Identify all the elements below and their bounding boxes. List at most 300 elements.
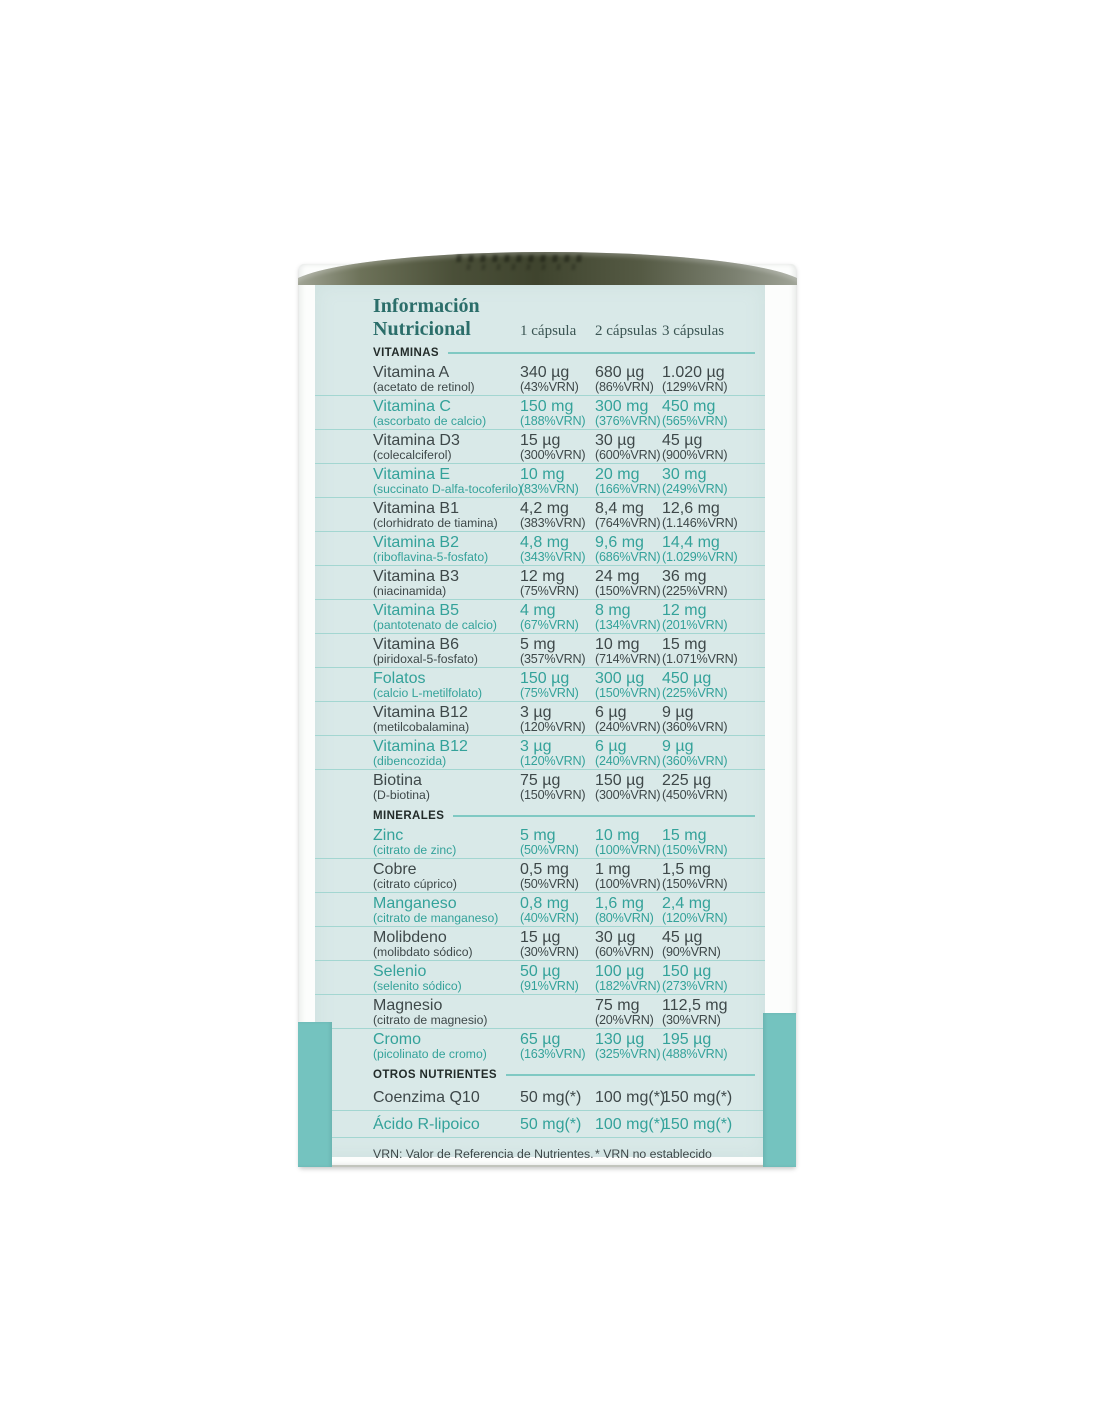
dose-value-cell-2 bbox=[595, 399, 662, 429]
nutrient-name: Manganeso bbox=[373, 895, 457, 912]
dose-value-cell-1 bbox=[520, 637, 595, 667]
section-heading bbox=[315, 807, 765, 825]
vrn-percent: (150%VRN) bbox=[520, 788, 586, 802]
amount: 100 mg(*) bbox=[595, 1116, 666, 1133]
nutrient-name: Zinc bbox=[373, 827, 404, 844]
amount: 195 µg bbox=[662, 1031, 712, 1048]
panel-title bbox=[373, 295, 520, 341]
vrn-percent: (30%VRN) bbox=[662, 1013, 721, 1027]
column-header-3-capsulas: 3 cápsulas bbox=[662, 323, 725, 339]
amount: 100 mg(*) bbox=[595, 1089, 666, 1106]
nutrient-name-cell bbox=[373, 569, 520, 599]
vrn-percent: (129%VRN) bbox=[662, 380, 728, 394]
nutrient-form: (niacinamida) bbox=[373, 584, 447, 598]
nutrient-name-cell bbox=[373, 964, 520, 994]
dose-value-cell-3 bbox=[662, 365, 755, 395]
vrn-percent: (100%VRN) bbox=[595, 843, 661, 857]
dose-value-cell-2 bbox=[595, 964, 662, 994]
nutrient-row bbox=[315, 396, 765, 430]
dose-value-cell-3 bbox=[662, 739, 755, 769]
vrn-percent: (134%VRN) bbox=[595, 618, 661, 632]
column-header-1-capsula: 1 cápsula bbox=[520, 323, 577, 339]
amount: 50 mg(*) bbox=[520, 1089, 582, 1106]
dose-value-cell-3 bbox=[662, 773, 755, 804]
vrn-percent: (240%VRN) bbox=[595, 754, 661, 768]
amount: 2,4 mg bbox=[662, 895, 711, 912]
nutrient-form: (selenito sódico) bbox=[373, 979, 462, 993]
nutrient-row bbox=[315, 464, 765, 498]
amount: 12 mg bbox=[520, 568, 565, 585]
amount: 8 mg bbox=[595, 602, 631, 619]
amount: 15 µg bbox=[520, 929, 561, 946]
amount: 9 µg bbox=[662, 704, 694, 721]
amount: 150 µg bbox=[662, 963, 712, 980]
dose-value-cell-2 bbox=[595, 930, 662, 960]
dose-value-cell-2 bbox=[595, 896, 662, 926]
nutrient-name: Vitamina B5 bbox=[373, 602, 459, 619]
batch-print-smudge bbox=[455, 255, 587, 271]
dose-value-cell-3 bbox=[662, 637, 755, 667]
dose-value-cell-3 bbox=[662, 1090, 755, 1110]
dose-value-cell-1 bbox=[520, 930, 595, 960]
amount: 1 mg bbox=[595, 861, 631, 878]
dose-value-cell-3 bbox=[662, 930, 755, 960]
vrn-percent: (30%VRN) bbox=[520, 945, 579, 959]
amount: 15 mg bbox=[662, 636, 707, 653]
dose-value-cell-2 bbox=[595, 1089, 666, 1110]
vrn-percent: (764%VRN) bbox=[595, 516, 661, 530]
amount: 150 µg bbox=[520, 670, 570, 687]
nutrient-form: (calcio L-metilfolato) bbox=[373, 686, 483, 700]
left-side-accent bbox=[298, 1022, 332, 1167]
dose-value-cell-1 bbox=[520, 535, 595, 565]
nutrient-row bbox=[315, 634, 765, 668]
nutrient-name-cell bbox=[373, 637, 520, 667]
dose-value-cell-2 bbox=[595, 862, 662, 892]
nutrient-name: Vitamina D3 bbox=[373, 432, 460, 449]
vrn-percent: (86%VRN) bbox=[595, 380, 654, 394]
vrn-percent: (450%VRN) bbox=[662, 788, 728, 802]
dose-value-cell-1 bbox=[520, 433, 595, 463]
amount: 9 µg bbox=[662, 738, 694, 755]
nutrient-name: Vitamina C bbox=[373, 398, 451, 415]
vrn-percent: (1.029%VRN) bbox=[662, 550, 738, 564]
dose-value-cell-2 bbox=[595, 1032, 662, 1063]
section-heading bbox=[315, 1066, 765, 1084]
nutrient-row bbox=[315, 927, 765, 961]
nutrient-form: (citrato cúprico) bbox=[373, 877, 457, 891]
dose-value-cell-2 bbox=[595, 501, 662, 531]
dose-value-cell-1 bbox=[520, 964, 595, 994]
nutrient-name: Molibdeno bbox=[373, 929, 447, 946]
vrn-percent: (150%VRN) bbox=[595, 686, 661, 700]
nutrient-form: (piridoxal-5-fosfato) bbox=[373, 652, 478, 666]
amount: 130 µg bbox=[595, 1031, 645, 1048]
vrn-percent: (182%VRN) bbox=[595, 979, 661, 993]
nutrient-name: Vitamina B2 bbox=[373, 534, 459, 551]
vrn-percent: (75%VRN) bbox=[520, 584, 579, 598]
nutrient-row bbox=[315, 1111, 765, 1138]
dose-value-cell-2 bbox=[595, 603, 662, 633]
nutrient-row bbox=[315, 1084, 765, 1111]
dose-value-cell-3 bbox=[662, 896, 755, 926]
nutrient-form: (picolinato de cromo) bbox=[373, 1047, 487, 1061]
dose-value-cell-2 bbox=[595, 739, 662, 769]
dose-value-cell-3 bbox=[662, 569, 755, 599]
vrn-percent: (150%VRN) bbox=[595, 584, 661, 598]
amount: 30 µg bbox=[595, 929, 636, 946]
nutrient-row bbox=[315, 668, 765, 702]
dose-value-cell-3 bbox=[662, 1032, 755, 1063]
amount: 15 µg bbox=[520, 432, 561, 449]
dose-value-cell-1 bbox=[520, 998, 595, 1028]
amount: 9,6 mg bbox=[595, 534, 644, 551]
vrn-percent: (240%VRN) bbox=[595, 720, 661, 734]
amount: 3 µg bbox=[520, 738, 552, 755]
vrn-percent: (225%VRN) bbox=[662, 584, 728, 598]
dose-value-cell-3 bbox=[662, 433, 755, 463]
dose-value-cell-1 bbox=[520, 467, 595, 497]
amount: 6 µg bbox=[595, 738, 627, 755]
vrn-percent: (90%VRN) bbox=[662, 945, 721, 959]
vrn-percent: (120%VRN) bbox=[662, 911, 728, 925]
dose-value-cell-3 bbox=[662, 501, 755, 531]
amount: 340 µg bbox=[520, 364, 570, 381]
dose-value-cell-1 bbox=[520, 828, 595, 858]
nutrient-name: Cobre bbox=[373, 861, 417, 878]
dose-value-cell-2 bbox=[595, 998, 662, 1028]
dose-value-cell-2 bbox=[595, 467, 662, 497]
vrn-percent: (343%VRN) bbox=[520, 550, 586, 564]
vrn-percent: (249%VRN) bbox=[662, 482, 728, 496]
amount: 5 mg bbox=[520, 636, 556, 653]
amount: 150 mg(*) bbox=[662, 1089, 733, 1106]
nutrient-name-cell bbox=[373, 1090, 520, 1110]
nutrient-row bbox=[315, 532, 765, 566]
amount: 12,6 mg bbox=[662, 500, 720, 517]
vrn-percent: (225%VRN) bbox=[662, 686, 728, 700]
dose-value-cell-3 bbox=[662, 998, 755, 1028]
nutrient-name-cell bbox=[373, 399, 520, 429]
section-heading-rule bbox=[506, 1074, 755, 1076]
vrn-percent: (120%VRN) bbox=[520, 754, 586, 768]
nutrient-name-cell bbox=[373, 998, 520, 1028]
nutrient-row bbox=[315, 600, 765, 634]
nutrient-name-cell bbox=[373, 773, 520, 804]
vrn-percent: (565%VRN) bbox=[662, 414, 728, 428]
nutrient-name: Vitamina B1 bbox=[373, 500, 459, 517]
dose-value-cell-1 bbox=[520, 399, 595, 429]
nutrient-name-cell bbox=[373, 862, 520, 892]
nutrient-row bbox=[315, 498, 765, 532]
section-heading-label: VITAMINAS bbox=[373, 347, 439, 359]
nutrient-name-cell bbox=[373, 930, 520, 960]
footnotes bbox=[315, 1138, 765, 1161]
nutrient-name: Vitamina B6 bbox=[373, 636, 459, 653]
supplement-box bbox=[299, 252, 796, 1167]
nutrient-form: (succinato D-alfa-tocoferilo) bbox=[373, 482, 523, 496]
vrn-percent: (360%VRN) bbox=[662, 720, 728, 734]
nutrient-row bbox=[315, 893, 765, 927]
nutrient-name: Biotina bbox=[373, 772, 422, 789]
nutrient-row bbox=[315, 859, 765, 893]
dose-value-cell-2 bbox=[595, 773, 662, 804]
panel-title-line2: Nutricional bbox=[373, 318, 471, 340]
amount: 15 mg bbox=[662, 827, 707, 844]
nutrient-form: (metilcobalamina) bbox=[373, 720, 470, 734]
column-header-2-capsulas: 2 cápsulas bbox=[595, 323, 658, 339]
vrn-percent: (150%VRN) bbox=[662, 877, 728, 891]
amount: 150 µg bbox=[595, 772, 645, 789]
amount: 1,5 mg bbox=[662, 861, 711, 878]
amount: 10 mg bbox=[595, 636, 640, 653]
nutrient-name-cell bbox=[373, 1032, 520, 1063]
vrn-percent: (163%VRN) bbox=[520, 1047, 586, 1061]
dose-value-cell-1 bbox=[520, 1032, 595, 1063]
vrn-percent: (300%VRN) bbox=[595, 788, 661, 802]
nutrient-name-cell bbox=[373, 535, 520, 565]
nutrient-name-cell bbox=[373, 603, 520, 633]
dose-value-cell-2 bbox=[595, 1116, 666, 1137]
amount: 6 µg bbox=[595, 704, 627, 721]
amount: 50 mg(*) bbox=[520, 1116, 582, 1133]
amount: 450 µg bbox=[662, 670, 712, 687]
nutrient-name-cell bbox=[373, 828, 520, 858]
vrn-percent: (300%VRN) bbox=[520, 448, 586, 462]
amount: 100 µg bbox=[595, 963, 645, 980]
nutrient-form: (citrato de zinc) bbox=[373, 843, 457, 857]
dose-value-cell-3 bbox=[662, 828, 755, 858]
nutrient-row bbox=[315, 430, 765, 464]
amount: 4,2 mg bbox=[520, 500, 569, 517]
amount: 75 µg bbox=[520, 772, 561, 789]
vrn-percent: (166%VRN) bbox=[595, 482, 661, 496]
vrn-percent: (325%VRN) bbox=[595, 1047, 661, 1061]
nutrient-name: Magnesio bbox=[373, 997, 443, 1014]
nutrient-row bbox=[315, 736, 765, 770]
vrn-percent: (900%VRN) bbox=[662, 448, 728, 462]
nutrient-row bbox=[315, 566, 765, 600]
vrn-percent: (120%VRN) bbox=[520, 720, 586, 734]
nutrient-row bbox=[315, 825, 765, 859]
amount: 10 mg bbox=[520, 466, 565, 483]
vrn-percent: (75%VRN) bbox=[520, 686, 579, 700]
nutrient-form: (colecalciferol) bbox=[373, 448, 452, 462]
amount: 45 µg bbox=[662, 929, 703, 946]
amount: 225 µg bbox=[662, 772, 712, 789]
nutrient-form: (riboflavina-5-fosfato) bbox=[373, 550, 489, 564]
section-heading-label: MINERALES bbox=[373, 810, 445, 822]
footnote-asterisk: * VRN no establecido bbox=[595, 1147, 712, 1161]
vrn-percent: (1.146%VRN) bbox=[662, 516, 738, 530]
dose-value-cell-3 bbox=[662, 535, 755, 565]
nutrition-table bbox=[315, 344, 765, 1138]
amount: 0,5 mg bbox=[520, 861, 569, 878]
dose-value-cell-2 bbox=[595, 705, 662, 735]
dose-value-cell-1 bbox=[520, 773, 595, 804]
vrn-percent: (273%VRN) bbox=[662, 979, 728, 993]
nutrient-row bbox=[315, 702, 765, 736]
vrn-percent: (83%VRN) bbox=[520, 482, 579, 496]
amount: 0,8 mg bbox=[520, 895, 569, 912]
vrn-percent: (100%VRN) bbox=[595, 877, 661, 891]
nutrient-form: (citrato de magnesio) bbox=[373, 1013, 488, 1027]
nutrient-name: Vitamina B12 bbox=[373, 704, 468, 721]
nutrient-name: Coenzima Q10 bbox=[373, 1089, 480, 1106]
dose-value-cell-1 bbox=[520, 1117, 595, 1137]
nutrient-name-cell bbox=[373, 671, 520, 701]
nutrient-name-cell bbox=[373, 466, 523, 497]
nutrient-form: (clorhidrato de tiamina) bbox=[373, 516, 498, 530]
nutrient-row bbox=[315, 770, 765, 804]
amount: 150 mg bbox=[520, 398, 574, 415]
nutrient-name-cell bbox=[373, 1117, 520, 1137]
nutrient-name-cell bbox=[373, 501, 520, 531]
dose-value-cell-3 bbox=[662, 467, 755, 497]
amount: 65 µg bbox=[520, 1031, 561, 1048]
dose-value-cell-2 bbox=[595, 569, 662, 599]
dose-value-cell-1 bbox=[520, 603, 595, 633]
dose-value-cell-1 bbox=[520, 569, 595, 599]
dose-value-cell-1 bbox=[520, 862, 595, 892]
nutrient-row bbox=[315, 961, 765, 995]
nutrient-name: Ácido R-lipoico bbox=[373, 1116, 480, 1133]
dose-value-cell-1 bbox=[520, 705, 595, 735]
amount: 680 µg bbox=[595, 364, 645, 381]
amount: 8,4 mg bbox=[595, 500, 644, 517]
nutrient-name-cell bbox=[373, 433, 520, 463]
nutrient-form: (dibencozida) bbox=[373, 754, 447, 768]
dose-value-cell-3 bbox=[662, 603, 755, 633]
dose-value-cell-2 bbox=[595, 433, 662, 463]
nutrient-name: Vitamina E bbox=[373, 466, 451, 483]
nutrient-name: Vitamina A bbox=[373, 364, 450, 381]
amount: 1.020 µg bbox=[662, 364, 725, 381]
amount: 1,6 mg bbox=[595, 895, 644, 912]
dose-value-cell-1 bbox=[520, 365, 595, 395]
dose-value-cell-3 bbox=[662, 399, 755, 429]
amount: 10 mg bbox=[595, 827, 640, 844]
amount: 45 µg bbox=[662, 432, 703, 449]
nutrient-name-cell bbox=[373, 365, 520, 395]
nutrient-row bbox=[315, 1029, 765, 1063]
dose-value-cell-2 bbox=[595, 535, 662, 565]
dose-value-cell-2 bbox=[595, 637, 662, 667]
nutrient-form: (citrato de manganeso) bbox=[373, 911, 499, 925]
dose-value-cell-3 bbox=[662, 862, 755, 892]
amount: 12 mg bbox=[662, 602, 707, 619]
vrn-percent: (43%VRN) bbox=[520, 380, 579, 394]
amount: 4,8 mg bbox=[520, 534, 569, 551]
amount: 24 mg bbox=[595, 568, 640, 585]
dose-value-cell-1 bbox=[520, 671, 595, 701]
nutrient-row bbox=[315, 995, 765, 1029]
vrn-percent: (360%VRN) bbox=[662, 754, 728, 768]
amount: 50 µg bbox=[520, 963, 561, 980]
vrn-percent: (600%VRN) bbox=[595, 448, 661, 462]
dose-value-cell-1 bbox=[520, 501, 595, 531]
amount: 14,4 mg bbox=[662, 534, 720, 551]
vrn-percent: (201%VRN) bbox=[662, 618, 728, 632]
nutrient-name: Vitamina B12 bbox=[373, 738, 468, 755]
amount: 75 mg bbox=[595, 997, 640, 1014]
dose-value-cell-3 bbox=[662, 964, 755, 994]
vrn-percent: (357%VRN) bbox=[520, 652, 586, 666]
vrn-percent: (50%VRN) bbox=[520, 843, 579, 857]
nutrient-form: (acetato de retinol) bbox=[373, 380, 475, 394]
nutrient-name-cell bbox=[373, 705, 520, 735]
vrn-percent: (188%VRN) bbox=[520, 414, 586, 428]
nutrition-panel bbox=[315, 283, 765, 1161]
vrn-percent: (376%VRN) bbox=[595, 414, 661, 428]
section-heading-label: OTROS NUTRIENTES bbox=[373, 1069, 497, 1081]
footnote-vrn: VRN: Valor de Referencia de Nutrientes. bbox=[373, 1147, 594, 1161]
section-heading-rule bbox=[453, 815, 755, 817]
vrn-percent: (80%VRN) bbox=[595, 911, 654, 925]
vrn-percent: (60%VRN) bbox=[595, 945, 654, 959]
dose-value-cell-3 bbox=[662, 671, 755, 701]
panel-header bbox=[315, 283, 765, 341]
dose-value-cell-2 bbox=[595, 365, 662, 395]
amount: 150 mg(*) bbox=[662, 1116, 733, 1133]
vrn-percent: (150%VRN) bbox=[662, 843, 728, 857]
vrn-percent: (67%VRN) bbox=[520, 618, 579, 632]
nutrient-name: Vitamina B3 bbox=[373, 568, 459, 585]
dose-value-cell-1 bbox=[520, 739, 595, 769]
vrn-percent: (50%VRN) bbox=[520, 877, 579, 891]
dose-value-cell-3 bbox=[662, 1117, 755, 1137]
dose-value-cell-2 bbox=[595, 671, 662, 701]
nutrient-name-cell bbox=[373, 896, 520, 926]
amount: 4 mg bbox=[520, 602, 556, 619]
vrn-percent: (686%VRN) bbox=[595, 550, 661, 564]
nutrient-form: (pantotenato de calcio) bbox=[373, 618, 497, 632]
section-heading-rule bbox=[448, 352, 755, 354]
section-heading bbox=[315, 344, 765, 362]
amount: 30 µg bbox=[595, 432, 636, 449]
nutrient-name: Folatos bbox=[373, 670, 426, 687]
amount: 300 µg bbox=[595, 670, 645, 687]
nutrient-name-cell bbox=[373, 739, 520, 769]
vrn-percent: (40%VRN) bbox=[520, 911, 579, 925]
amount: 5 mg bbox=[520, 827, 556, 844]
vrn-percent: (91%VRN) bbox=[520, 979, 579, 993]
dose-value-cell-2 bbox=[595, 828, 662, 858]
amount: 3 µg bbox=[520, 704, 552, 721]
nutrient-row bbox=[315, 362, 765, 396]
dose-value-cell-1 bbox=[520, 896, 595, 926]
dose-value-cell-3 bbox=[662, 705, 755, 735]
vrn-percent: (488%VRN) bbox=[662, 1047, 728, 1061]
amount: 30 mg bbox=[662, 466, 707, 483]
nutrient-form: (molibdato sódico) bbox=[373, 945, 473, 959]
panel-title-line1: Información bbox=[373, 295, 480, 317]
vrn-percent: (20%VRN) bbox=[595, 1013, 654, 1027]
nutrient-form: (D-biotina) bbox=[373, 788, 430, 802]
amount: 112,5 mg bbox=[662, 997, 728, 1014]
vrn-percent: (714%VRN) bbox=[595, 652, 661, 666]
dose-value-cell-1 bbox=[520, 1090, 595, 1110]
nutrient-name: Selenio bbox=[373, 963, 427, 980]
box-top-flap bbox=[298, 252, 797, 285]
nutrient-form: (ascorbato de calcio) bbox=[373, 414, 487, 428]
amount: 36 mg bbox=[662, 568, 707, 585]
nutrient-name: Cromo bbox=[373, 1031, 422, 1048]
amount: 20 mg bbox=[595, 466, 640, 483]
amount: 450 mg bbox=[662, 398, 716, 415]
vrn-percent: (383%VRN) bbox=[520, 516, 586, 530]
vrn-percent: (1.071%VRN) bbox=[662, 652, 738, 666]
